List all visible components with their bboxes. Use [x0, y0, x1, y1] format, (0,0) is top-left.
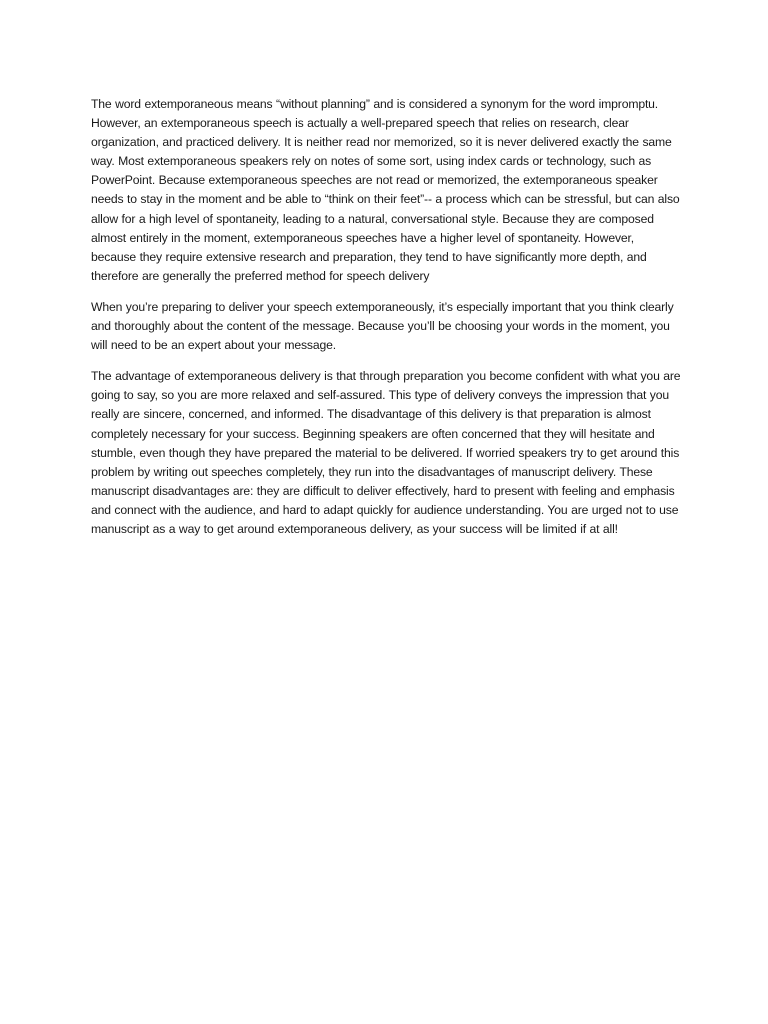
paragraph-extemporaneous-definition: The word extemporaneous means “without planning” and is considered a synonym for the word impromptu. However, an extemporaneous speech is actually a well-prepared speech that relies on research, clear organization, and practiced delivery. It is neither read nor memorized, so it is never delivered exactly the same way. Most extemporaneous speakers rely on notes of some sort, using index cards or technology, such as PowerPoint. Because extemporaneous speeches are not read or memorized, the extemporaneous speaker needs to stay in the moment and be able to “think on their feet”-- a process which can be stressful, but can also allow for a high level of spontaneity, leading to a natural, conversational style. Because they are composed almost entirely in the moment, extemporaneous speeches have a higher level of spontaneity. However, because they require extensive research and preparation, they tend to have significantly more depth, and therefore are generally the preferred method for speech delivery [91, 97, 680, 283]
document-body [91, 95, 681, 551]
paragraph-advantages-disadvantages: The advantage of extemporaneous delivery is that through preparation you become confident with what you are going to say, so you are more relaxed and self-assured. This type of delivery conveys the impression that you really are sincere, concerned, and informed. The disadvantage of this delivery is that preparation is almost completely necessary for your success. Beginning speakers are often concerned that they will hesitate and stumble, even though they have prepared the material to be delivered. If worried speakers try to get around this problem by writing out speeches completely, they run into the disadvantages of manuscript delivery. These manuscript disadvantages are: they are difficult to deliver effectively, hard to present with feeling and emphasis and connect with the audience, and hard to adapt quickly for audience understanding. You are urged not to use manuscript as a way to get around extemporaneous delivery, as your success will be limited if at all! [91, 369, 681, 536]
paragraph-preparing-content: When you’re preparing to deliver your speech extemporaneously, it’s especially important that you think clearly and thoroughly about the content of the message. Because you’ll be choosing your words in the moment, you will need to be an expert about your message. [91, 299, 674, 353]
